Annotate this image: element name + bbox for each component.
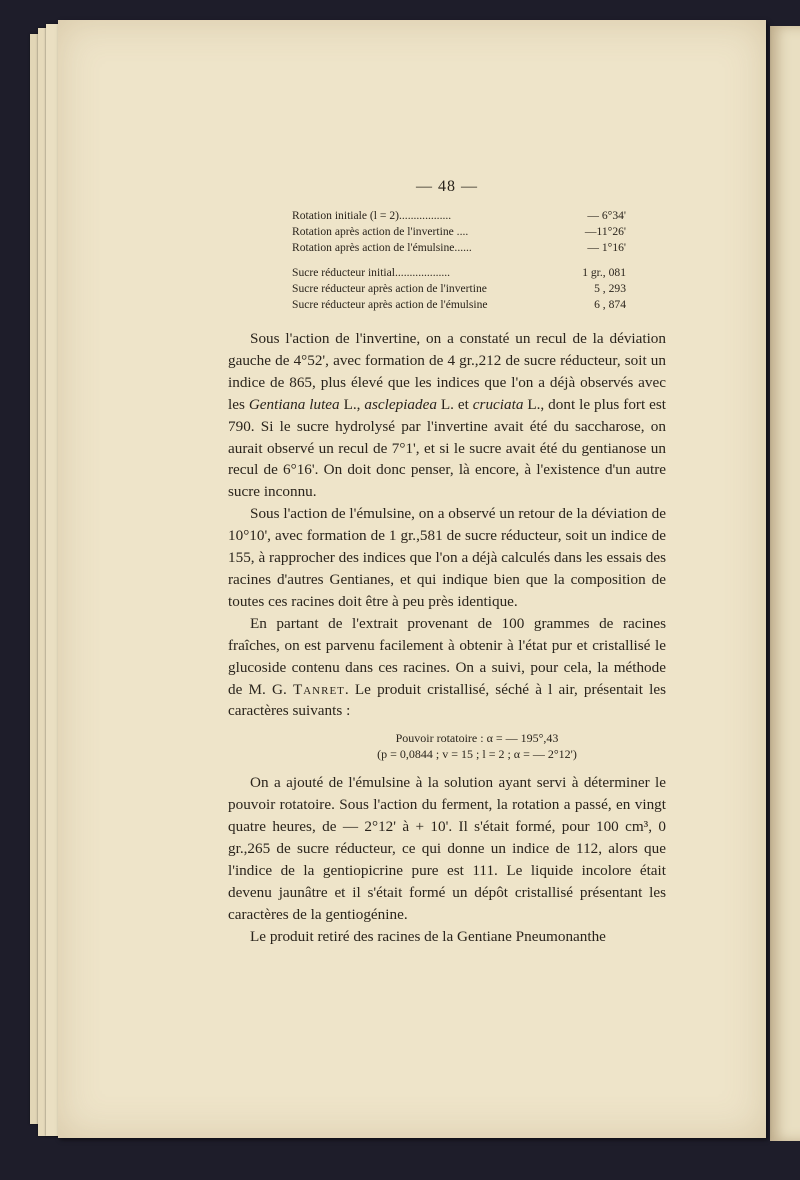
text-span: . Le produit cristallisé, séché à l air, présentait les caractères suivants : [228,680,667,720]
paragraph-invertine [228,328,666,503]
text-span: En partant de l'extrait provenant de 100 grammes de racines fraîches, on est parvenu facilement à obtenir à l'état pur et cristallisé le glucoside contenu dans ces racines. On a suivi, pour cela, la méthode de M. G. [228,614,666,698]
row-label: Sucre réducteur après action de l'invertine [292,282,487,295]
row-label: Sucre réducteur après action de l'émulsine [292,298,488,311]
table-row [292,208,626,224]
text-span: L. et [436,395,473,413]
species-name: cruciata [472,395,524,413]
row-value: — 1°16' [587,241,626,254]
table-row [292,265,626,281]
species-name: asclepiadea [364,395,437,413]
table-spacer [292,256,626,265]
table-row [292,281,626,297]
text-span: L., [339,395,365,413]
formula-line: Pouvoir rotatoire : α = — 195°,43 [395,731,559,746]
row-value: 6 , 874 [594,298,626,311]
table-row [292,224,626,240]
row-label: Rotation initiale (l = 2).................. [292,209,452,222]
paragraph-emulsine: Sous l'action de l'émulsine, on a observé un retour de la déviation de 10°10', avec formation de 1 gr.,581 de sucre réducteur, soit un indice de 155, à rapprocher des indices que l'on a déjà calculés dans les essais des racines d'autres Gentianes, et qui indique bien que la composition de toutes ces racines doit être à peu près identique. [228,505,666,610]
row-value: — 6°34' [587,209,626,222]
row-label: Rotation après action de l'émulsine...... [292,241,472,254]
row-value: 1 gr., 081 [582,266,626,279]
row-value: —11°26' [584,225,626,238]
paragraph-pneumonanthe: Le produit retiré des racines de la Gentiane Pneumonanthe [250,927,606,945]
page-number: — 48 — [416,178,478,195]
rotatory-power-formula [288,730,666,762]
page-content [228,178,666,948]
paragraph-ferment: On a ajouté de l'émulsine à la solution ayant servi à déterminer le pouvoir rotatoire. Sous l'action du ferment, la rotation a passé, en vingt quatre heures, de — 2°12' à + 10'. Il s'était formé, pour 100 cm³, 0 gr.,265 de sucre réducteur, ce qui donne un indice de 112, alors que l'indice de la gentiopicrine pure est 111. Le liquide incolore était devenu jaunâtre et il s'était formé un dépôt cristallisé présentant les caractères de la gentiogénine. [228,774,666,923]
text-span: Sous l'action de l'invertine, on a constaté un recul de la déviation gauche de 4°52', avec formation de 4 gr.,212 de sucre réducteur, soit un indice de 865, plus élevé que les indices que l'on a déjà observés avec les [228,330,666,413]
facing-page-edge [770,26,800,1141]
author-name: Tanret [292,680,345,698]
table-row [292,240,626,256]
text-span: L., dont le plus fort est 790. Si le sucre hydrolysé par l'invertine avait été du saccharose, on aurait observé un recul de 7°1', et si le sucre avait été du gentianose un recul de 6°16'. On doit donc penser, là encore, à l'existence d'un autre sucre inconnu. [228,395,666,501]
table-row [292,297,626,313]
row-value: 5 , 293 [594,282,626,295]
species-name: Gentiana lutea [248,395,340,413]
formula-line: (p = 0,0844 ; v = 15 ; l = 2 ; α = — 2°12') [377,747,577,762]
row-label: Rotation après action de l'invertine .... [292,225,469,238]
rotation-sugar-table [292,208,626,313]
paragraph-extraction [228,613,666,723]
row-label: Sucre réducteur initial................... [292,266,451,279]
